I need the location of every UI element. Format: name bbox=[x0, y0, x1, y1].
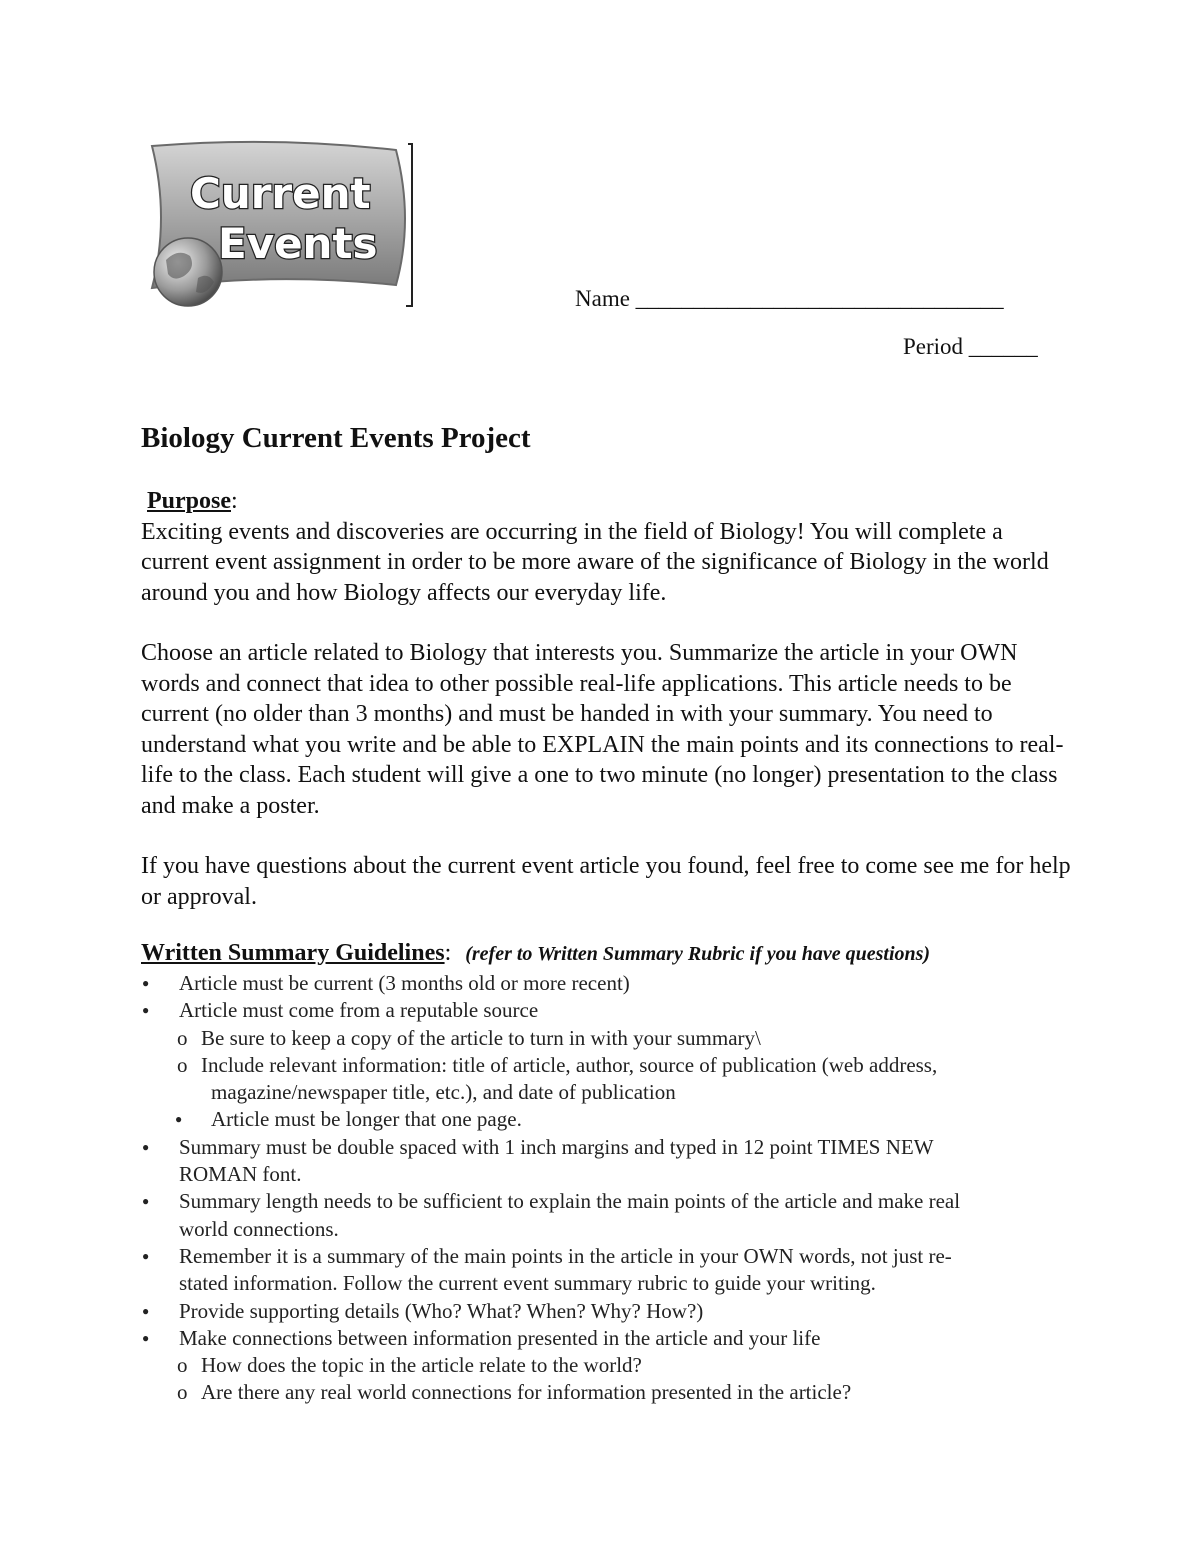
list-subitem: o Include relevant information: title of article, author, source of publication (web address, magazine/newspaper title, etc.), and date of publication bbox=[141, 1052, 1061, 1107]
purpose-colon: : bbox=[231, 488, 238, 514]
guidelines-colon: : bbox=[444, 940, 452, 966]
purpose-heading: Purpose bbox=[147, 488, 231, 514]
logo-line2: Events bbox=[218, 219, 378, 268]
list-item: ● Article must come from a reputable source bbox=[141, 997, 1061, 1024]
name-field[interactable]: Name ________________________________ bbox=[575, 286, 1004, 311]
list-item: ● Summary length needs to be sufficient to explain the main points of the article and make real world connections. bbox=[141, 1188, 1061, 1243]
guidelines-heading: Written Summary Guidelines bbox=[141, 940, 445, 966]
instructions-paragraph: Choose an article related to Biology that interests you. Summarize the article in your OWN words and connect that idea to other possible real-life applications. This article needs to be current (no older than 3 months) and must be handed in with your summary. You need to understand what you write and be able to EXPLAIN the main points and its connections to real-life to the class. Each student will give a one to two minute (no longer) presentation to the class and make a poster. bbox=[141, 640, 1064, 819]
list-subitem: o Are there any real world connections for information presented in the article? bbox=[141, 1379, 1061, 1406]
guidelines-note: (refer to Written Summary Rubric if you have questions) bbox=[465, 943, 931, 965]
purpose-text: Exciting events and discoveries are occurring in the field of Biology! You will complete a current event assignment in order to be more aware of the significance of Biology in the world around you and how Biology affects our everyday life. bbox=[141, 518, 1049, 606]
guidelines-list bbox=[141, 970, 1061, 1407]
period-field[interactable]: Period ______ bbox=[903, 334, 1038, 359]
list-item: ● Article must be current (3 months old or more recent) bbox=[141, 970, 1061, 997]
list-item: ● Provide supporting details (Who? What? When? Why? How?) bbox=[141, 1298, 1061, 1325]
purpose-section bbox=[141, 486, 1071, 608]
list-subitem: o How does the topic in the article relate to the world? bbox=[141, 1352, 1061, 1379]
list-item: ● Remember it is a summary of the main points in the article in your OWN words, not just re- stated information. Follow the current event summary rubric to guide your writing. bbox=[141, 1243, 1061, 1298]
logo-line1: Current bbox=[190, 169, 371, 218]
current-events-logo bbox=[144, 140, 414, 310]
list-subsubitem: ● Article must be longer that one page. bbox=[141, 1106, 1061, 1133]
list-subitem: o Be sure to keep a copy of the article to turn in with your summary\ bbox=[141, 1025, 1061, 1052]
questions-paragraph: If you have questions about the current event article you found, feel free to come see me for help or approval. bbox=[141, 853, 1071, 910]
page-title: Biology Current Events Project bbox=[141, 422, 531, 454]
list-item: ● Summary must be double spaced with 1 inch margins and typed in 12 point TIMES NEW ROMAN font. bbox=[141, 1134, 1061, 1189]
guidelines-heading-row bbox=[141, 940, 930, 967]
list-item: ● Make connections between information presented in the article and your life bbox=[141, 1325, 1061, 1352]
